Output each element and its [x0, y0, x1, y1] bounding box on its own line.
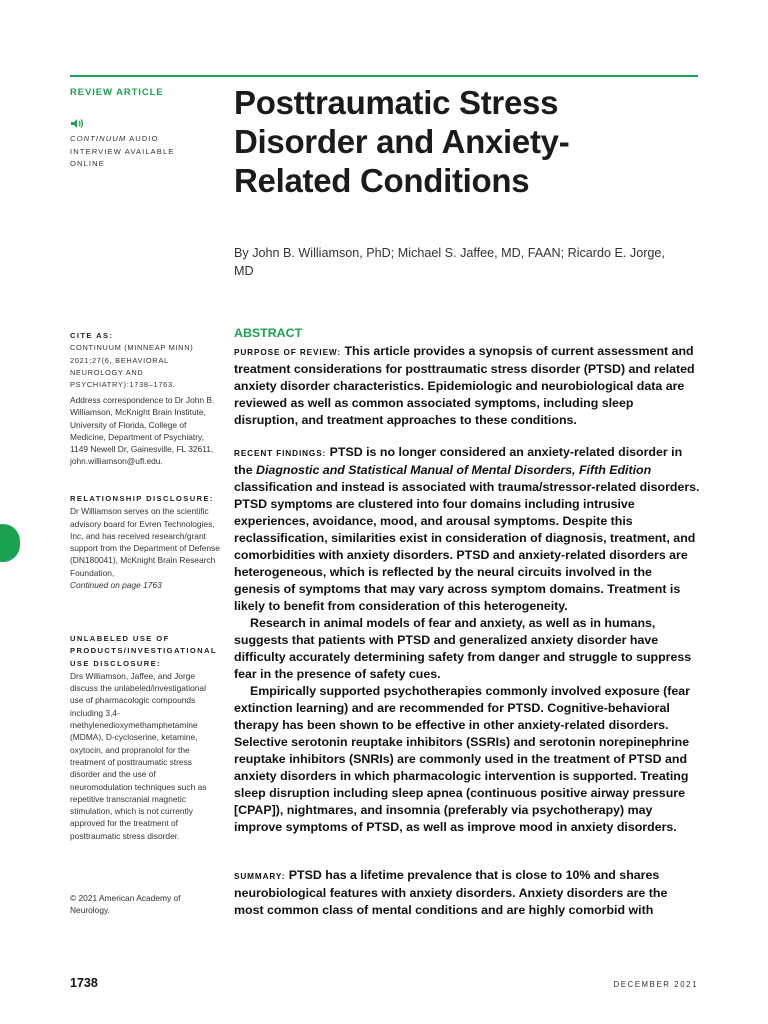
relationship-text: Dr Williamson serves on the scientific advisory board for Evren Technologies, Inc, and has received research/grant support from the Department of Defense (DN180041), McKnight Brain Research Foundation,: [70, 506, 220, 578]
summary-label: SUMMARY:: [234, 872, 286, 881]
abstract-heading: ABSTRACT: [234, 326, 303, 340]
correspondence: Address correspondence to Dr John B. Williamson, McKnight Brain Institute, University of Florida, College of Medicine, Department of Psychiatry, 1149 Newell Dr, Gainesville, FL 32611, john.williamson@ufl.edu.: [70, 395, 215, 467]
audio-line2: INTERVIEW AVAILABLE: [70, 146, 175, 156]
findings-para2: Research in animal models of fear and anxiety, as well as in humans, suggests that patients with PTSD and generalized anxiety disorder have difficulty accurately determining safety from danger and struggle to suppress fear in the presence of safety cues.: [234, 616, 692, 681]
section-tab-marker: [0, 524, 20, 562]
issue-date: DECEMBER 2021: [613, 980, 698, 989]
findings-label: RECENT FINDINGS:: [234, 449, 327, 458]
summary: [234, 867, 700, 919]
purpose-of-review: [234, 343, 700, 429]
unlabeled-label: UNLABELED USE OF PRODUCTS/INVESTIGATIONAL USE DISCLOSURE:: [70, 634, 217, 668]
continued-link[interactable]: Continued on page 1763: [70, 580, 162, 591]
audio-interview-note[interactable]: [70, 133, 220, 171]
purpose-label: PURPOSE OF REVIEW:: [234, 348, 342, 357]
cite-label: CITE AS:: [70, 331, 114, 340]
findings-text-pre: PTSD is no longer considered an anxiety-related disorder in the: [234, 445, 683, 477]
summary-text: PTSD has a lifetime prevalence that is close to 10% and shares neurobiological features with anxiety disorders. Anxiety disorders are the most common class of mental conditions and are highly comorbid with: [234, 868, 668, 917]
findings-text-post: classification and instead is associated with trauma/stressor-related disorders. PTSD symptoms are clustered into four domains including intrusive experiences, avoidance, mood, and arousal symptoms. Despite this reclassification, similarities exist in consideration of diagnosis, treatment, and comorbidities with anxiety disorders. PTSD and anxiety-related disorders are heterogeneous, which is reflected by the neural circuits involved in the genesis of symptoms that may vary across symptom domains. Treatment is likely to benefit from consideration of this heterogeneity.: [234, 480, 700, 613]
relationship-label: RELATIONSHIP DISCLOSURE:: [70, 494, 214, 503]
dsm-title: Diagnostic and Statistical Manual of Mental Disorders, Fifth Edition: [256, 463, 652, 477]
findings-para3: Empirically supported psychotherapies commonly involved exposure (fear extinction learning) and are recommended for PTSD. Cognitive-behavioral therapy has been shown to be effective in other anxiety-related disorders. Selective serotonin reuptake inhibitors (SSRIs) and serotonin norepinephrine reuptake inhibitors (SNRIs) are commonly used in the treatment of PTSD and anxiety disorders in which pharmacologic intervention is supported. Treating sleep disruption including sleep apnea (continuous positive airway pressure [CPAP]), nightmares, and insomnia (preferably via psychotherapy) may improve symptoms of PTSD, as well as improve mood in anxiety disorders.: [234, 684, 690, 834]
article-type-label: REVIEW ARTICLE: [70, 87, 164, 98]
recent-findings: [234, 444, 700, 836]
continuum-italic: CONTINUUM: [70, 134, 127, 143]
cite-block: [70, 330, 220, 391]
article-title: Posttraumatic Stress Disorder and Anxiety-Related Conditions: [234, 84, 570, 199]
cite-text: CONTINUUM (MINNEAP MINN) 2021;27(6, BEHAVIORAL NEUROLOGY AND PSYCHIATRY):1738–1763.: [70, 343, 194, 390]
top-rule: [70, 75, 698, 77]
author-list: By John B. Williamson, PhD; Michael S. Jaffee, MD, FAAN; Ricardo E. Jorge, MD: [234, 246, 665, 278]
unlabeled-text: Drs Williamson, Jaffee, and Jorge discuss the unlabeled/investigational use of pharmacologic compounds including 3,4-methylenedioxymethamphetamine (MDMA), D-cycloserine, ketamine, oxytocin, and propranolol for the treatment of posttraumatic stress disorder and the use of neuromodulation techniques such as repetitive transcranial magnetic stimulation, which is not currently approved for the treatment of posttraumatic stress disorder.: [70, 670, 207, 841]
copyright: © 2021 American Academy of Neurology.: [70, 893, 181, 916]
page-number: 1738: [70, 976, 98, 990]
purpose-text: This article provides a synopsis of current assessment and treatment considerations for posttraumatic stress disorder (PTSD) and related anxiety disorder characteristics. Epidemiologic and neurobiological data are reviewed as well as common associated symptoms, including sleep disruption, and treatment approaches to these conditions.: [234, 344, 695, 427]
relationship-disclosure: [70, 493, 220, 591]
speaker-icon[interactable]: [70, 118, 84, 129]
unlabeled-use-disclosure: [70, 633, 220, 842]
audio-line3: ONLINE: [70, 159, 105, 169]
audio-line1: AUDIO: [126, 134, 159, 143]
